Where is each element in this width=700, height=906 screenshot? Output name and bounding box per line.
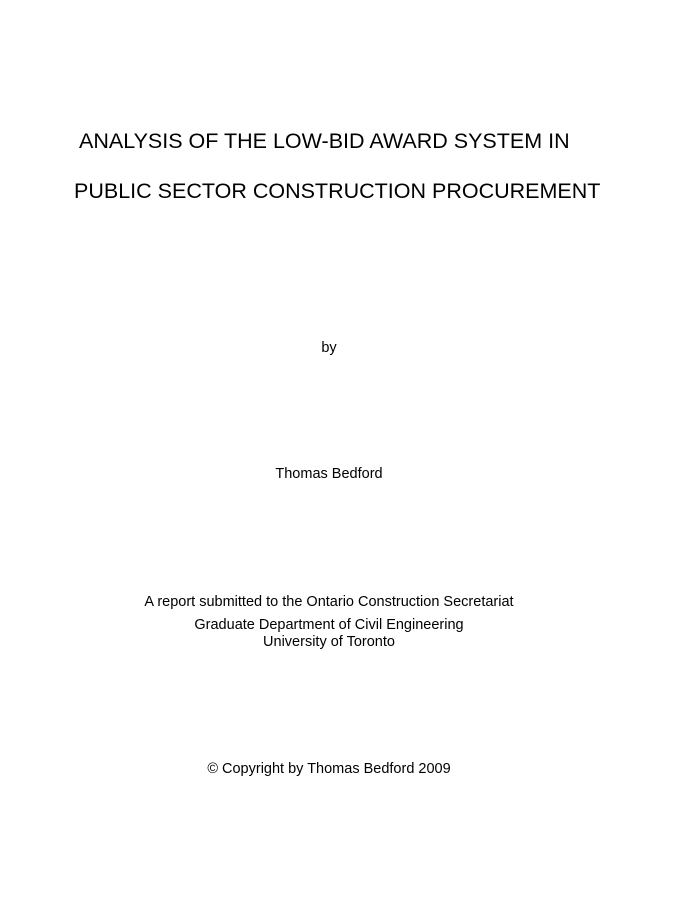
submission-statement: A report submitted to the Ontario Construction Secretariat [144,594,514,610]
copyright-notice: © Copyright by Thomas Bedford 2009 [207,761,451,777]
by-label: by [321,340,337,356]
university-name: University of Toronto [263,634,395,650]
title-line-2: PUBLIC SECTOR CONSTRUCTION PROCUREMENT [74,179,601,203]
department-name: Graduate Department of Civil Engineering [194,617,464,633]
author-name: Thomas Bedford [275,466,383,482]
title-line-1: ANALYSIS OF THE LOW-BID AWARD SYSTEM IN [79,129,570,153]
